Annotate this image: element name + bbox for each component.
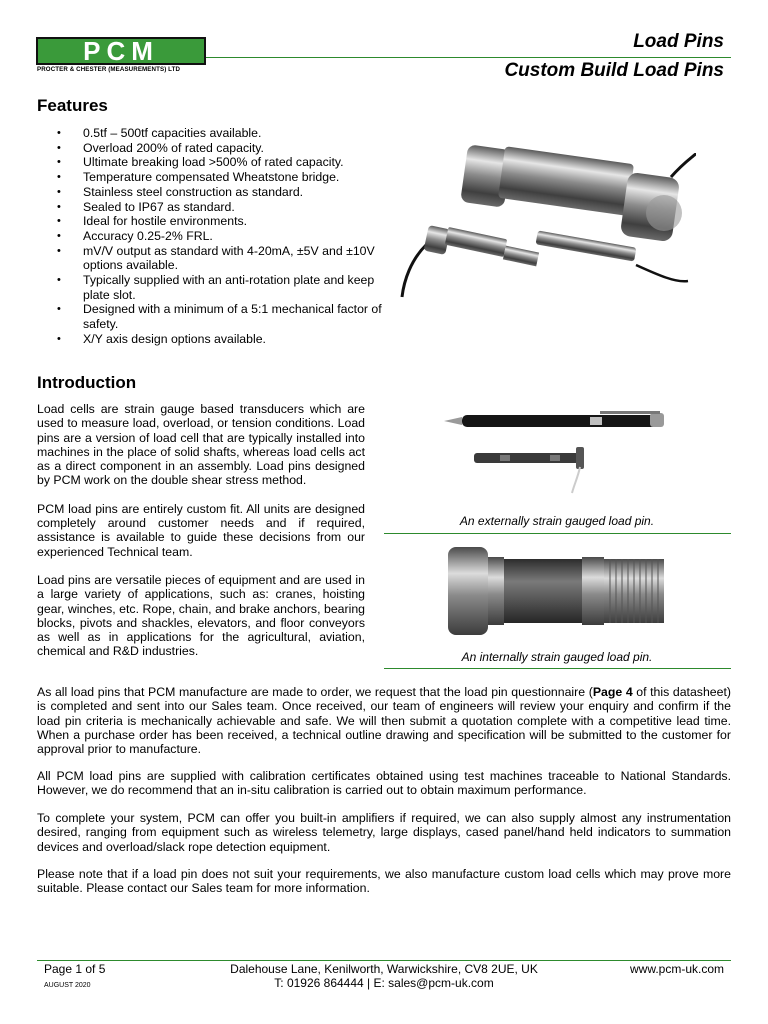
intro-paragraph: PCM load pins are entirely custom fit. All units are designed completely around customer needs and if required, assistance is available to guide these decisions from our experienced Technical team. <box>37 501 365 559</box>
feature-item: • Temperature compensated Wheatstone bridge. <box>54 170 399 185</box>
feature-item: • Stainless steel construction as standard. <box>54 185 399 200</box>
footer-rule <box>37 960 731 961</box>
pcm-logo <box>36 37 206 65</box>
introduction-text <box>37 402 365 673</box>
introduction-heading: Introduction <box>37 373 137 392</box>
header-rule <box>206 57 731 58</box>
intro-paragraph: Load pins are versatile pieces of equipment and are used in a large variety of applications, such as: cranes, hoisting gear, winches, etc. Rope, chain, and brake anchors, bearing blocks, pivots and shackles, elevators, and floor conveyors as well as in applications for the agricultural, aviation, chemical and R&D industries. <box>37 572 365 659</box>
feature-item: • Accuracy 0.25-2% FRL. <box>54 229 399 244</box>
feature-item: • X/Y axis design options available. <box>54 332 399 347</box>
feature-item: • Ideal for hostile environments. <box>54 214 399 229</box>
feature-item: • mV/V output as standard with 4-20mA, ±5V and ±10V options available. <box>54 244 399 273</box>
page-number: Page 1 of 5 <box>44 962 106 976</box>
logo-text: PCM <box>83 37 159 65</box>
internal-load-pin-photo <box>444 545 669 637</box>
body-paragraph-custom: Please note that if a load pin does not suit your requirements, we also manufacture custom load cells which may prove more suitable. Please contact our Sales team for more information. <box>37 867 731 896</box>
body-paragraph-system: To complete your system, PCM can offer you built-in amplifiers if required, we can also supply almost any instrumentation desired, ranging from equipment such as wireless telemetry, large displays, cased panel/hand held indicators to summation devices and overload/slack rope detection equipment. <box>37 811 731 854</box>
page-reference: Page 4 <box>592 685 633 699</box>
body-text: of this datasheet) is completed and sent into our Sales team. Once received, our team of engineers will review your enquiry and confirm if the load pin criteria is mechanically achievable and safe. We will then submit a quotation complete with a competitive lead time. When a purchase order has been received, a technical outline drawing and specification will be submitted to the customer for approval prior to manufacture. <box>37 685 731 757</box>
external-load-pin-photo <box>440 407 680 497</box>
intro-paragraph: Load cells are strain gauge based transducers which are used to measure load, overload, or tension conditions. Load pins are a version of load cell that are typically installed into machines in the place of solid shafts, whereas load cells act as a direct component in an assembly. Load pins designed by PCM work on the double shear stress method. <box>37 402 365 488</box>
feature-item: • Ultimate breaking load >500% of rated capacity. <box>54 155 399 170</box>
features-heading: Features <box>37 96 108 115</box>
footer-address: Dalehouse Lane, Kenilworth, Warwickshire, CV8 2UE, UK <box>230 962 538 976</box>
body-paragraph-calibration: All PCM load pins are supplied with calibration certificates obtained using test machines traceable to National Standards. However, we do recommend that an in-situ calibration is carried out to obtain maximum performance. <box>37 769 731 798</box>
internal-pin-caption: An internally strain gauged load pin. <box>461 650 653 664</box>
caption-rule <box>384 668 731 669</box>
features-list <box>54 126 399 347</box>
feature-item: • Typically supplied with an anti-rotation plate and keep plate slot. <box>54 273 399 302</box>
load-pins-photo <box>396 135 696 300</box>
footer-contact[interactable]: T: 01926 864444 | E: sales@pcm-uk.com <box>274 976 494 990</box>
page-subtitle: Custom Build Load Pins <box>504 60 724 81</box>
body-paragraph-questionnaire <box>37 685 731 756</box>
body-text: As all load pins that PCM manufacture are made to order, we request that the load pin questionnaire ( <box>37 685 593 699</box>
feature-item: • Sealed to IP67 as standard. <box>54 200 399 215</box>
footer-date: AUGUST 2020 <box>44 982 91 989</box>
company-name: PROCTER & CHESTER (MEASUREMENTS) LTD <box>37 66 181 73</box>
page-title: Load Pins <box>633 31 724 52</box>
caption-rule <box>384 533 731 534</box>
feature-item: • Overload 200% of rated capacity. <box>54 141 399 156</box>
footer-website-link[interactable]: www.pcm-uk.com <box>629 962 724 976</box>
external-pin-caption: An externally strain gauged load pin. <box>459 514 655 528</box>
feature-item: • Designed with a minimum of a 5:1 mechanical factor of safety. <box>54 302 399 331</box>
feature-item: • 0.5tf – 500tf capacities available. <box>54 126 399 141</box>
